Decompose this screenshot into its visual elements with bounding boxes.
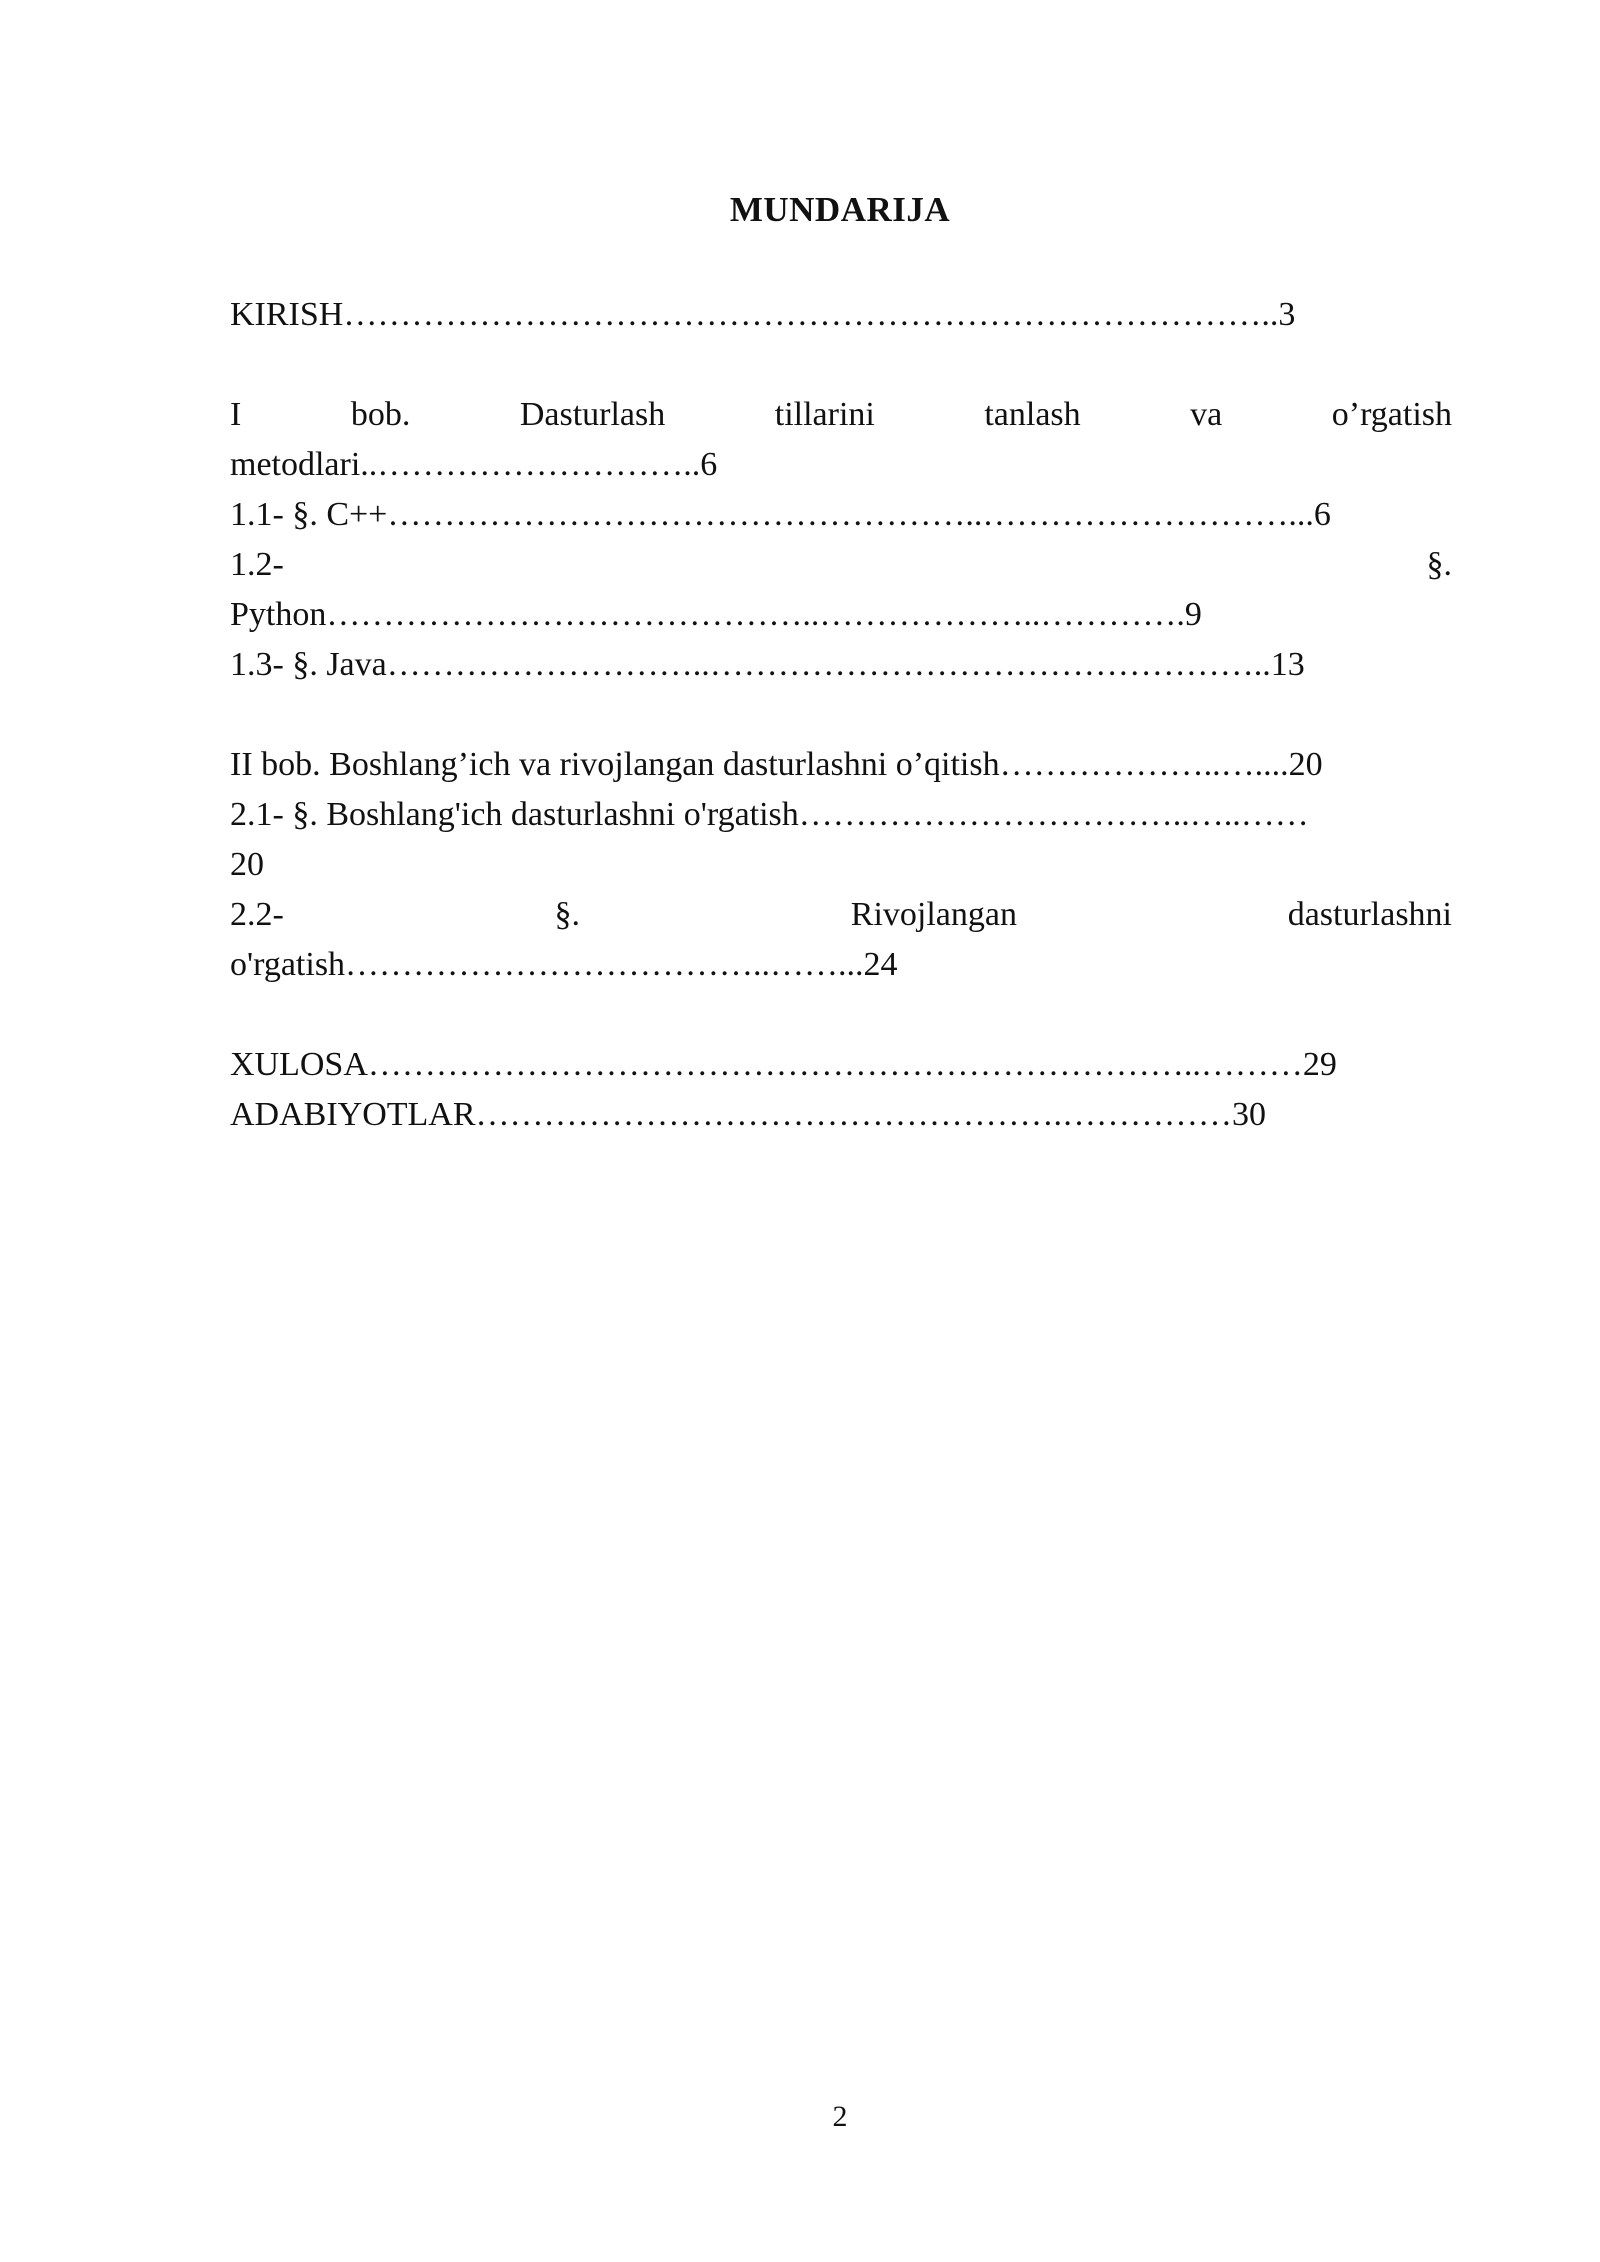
toc-word: I xyxy=(230,396,242,433)
toc-entry-section-1-2-continuation: Python……………………………………..………………..………….9 xyxy=(230,596,1202,633)
toc-word: 2.2- xyxy=(230,896,284,933)
toc-entry-adabiyotlar: ADABIYOTLAR…………………………………………….……………30 xyxy=(230,1096,1267,1133)
toc-word: va xyxy=(1190,396,1223,433)
toc-entry-section-1-3: 1.3- §. Java………………………..…………………………………………..13 xyxy=(230,646,1305,683)
toc-entry-section-2-2-continuation: o'rgatish………………………………..……...24 xyxy=(230,946,898,983)
page-number: 2 xyxy=(832,2100,848,2133)
toc-entry-xulosa: XULOSA………………………………………………………………..………29 xyxy=(230,1046,1337,1083)
toc-word: tillarini xyxy=(774,396,875,433)
toc-entry-section-2-2 xyxy=(230,890,1452,940)
toc-word: 1.2- xyxy=(230,546,284,583)
toc-word: §. xyxy=(1426,546,1452,583)
toc-word: §. xyxy=(554,896,581,933)
toc-word: o’rgatish xyxy=(1331,396,1452,433)
toc-word: tanlash xyxy=(984,396,1081,433)
toc-entry-section-1-2 xyxy=(230,540,1452,590)
toc-word: dasturlashni xyxy=(1287,896,1452,933)
toc-word: bob. xyxy=(350,396,411,433)
page-title: MUNDARIJA xyxy=(729,190,951,229)
toc-word: Dasturlash xyxy=(519,396,666,433)
toc-entry-chapter-1-continuation: metodlari..………………………..6 xyxy=(230,446,718,483)
toc-entry-chapter-2: II bob. Boshlang’ich va rivojlangan dasturlashni o’qitish………………..…....20 xyxy=(230,746,1323,783)
toc-entry-section-2-1-continuation: 20 xyxy=(230,846,264,883)
toc-entry-kirish: KIRISH………………………………………………………………………..3 xyxy=(230,296,1296,333)
toc-entry-section-2-1: 2.1- §. Boshlang'ich dasturlashni o'rgatish……………………………..…..…… xyxy=(230,796,1309,833)
toc-entry-section-1-1: 1.1- §. C++……………………………………………..………………………...6 xyxy=(230,496,1331,533)
toc-entry-chapter-1 xyxy=(230,390,1452,440)
toc-word: Rivojlangan xyxy=(850,896,1017,933)
